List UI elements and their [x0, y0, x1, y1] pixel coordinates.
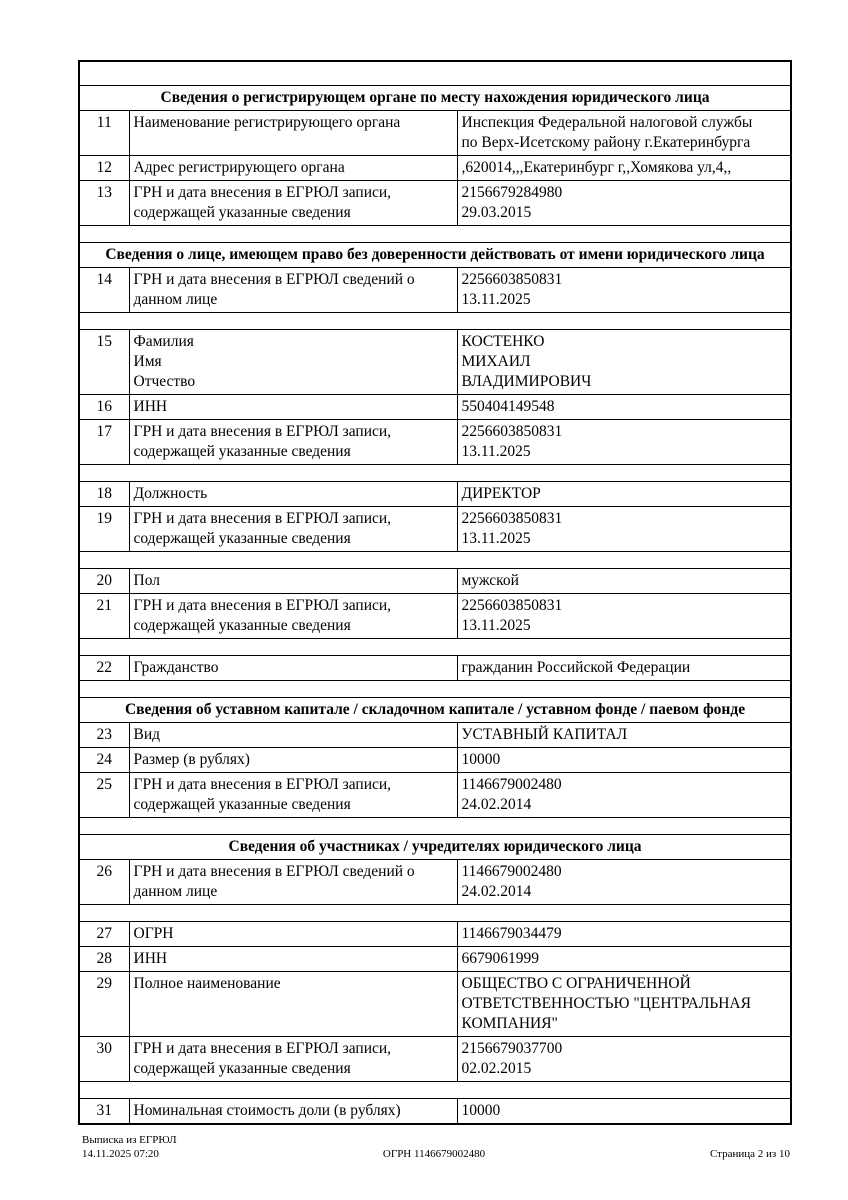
row-number: 25	[79, 772, 129, 817]
cell-line: 13.11.2025	[461, 442, 531, 460]
spacer-cell	[79, 680, 791, 697]
row-label	[129, 568, 457, 593]
table-row	[79, 267, 791, 312]
footer-timestamp: 14.11.2025 07:20	[82, 1148, 159, 1160]
spacer-row	[79, 680, 791, 697]
row-number: 21	[79, 593, 129, 638]
row-number: 23	[79, 722, 129, 747]
row-label	[129, 772, 457, 817]
section-title: Сведения о лице, имеющем право без доверенности действовать от имени юридического лица	[79, 242, 791, 267]
cell-line: ГРН и дата внесения в ЕГРЮЛ записи,	[133, 1039, 392, 1057]
cell-line: Адрес регистрирующего органа	[133, 158, 345, 176]
row-value	[457, 394, 791, 419]
row-value	[457, 506, 791, 551]
cell-line: 6679061999	[461, 949, 539, 967]
cell-line: ГРН и дата внесения в ЕГРЮЛ записи,	[133, 509, 392, 527]
cell-line: ИНН	[133, 397, 168, 415]
cell-line: 13.11.2025	[461, 529, 531, 547]
table-row	[79, 481, 791, 506]
cell-line: 24.02.2014	[461, 882, 532, 900]
row-number: 30	[79, 1036, 129, 1081]
footer-page-number: Страница 2 из 10	[709, 1148, 790, 1160]
cell-line: 2256603850831	[461, 596, 563, 614]
table-row	[79, 180, 791, 225]
cell-line: 2256603850831	[461, 422, 563, 440]
cell-line: 1146679002480	[461, 862, 562, 880]
row-label	[129, 971, 457, 1036]
section-title: Сведения об уставном капитале / складочном капитале / уставном фонде / паевом фонде	[79, 697, 791, 722]
cell-line: мужской	[461, 571, 519, 589]
cell-line: 10000	[461, 1101, 501, 1119]
cell-line: содержащей указанные сведения	[133, 442, 351, 460]
cell-line: Наименование регистрирующего органа	[133, 113, 401, 131]
cell-line: содержащей указанные сведения	[133, 1059, 351, 1077]
row-value	[457, 747, 791, 772]
spacer-cell	[79, 464, 791, 481]
spacer-row	[79, 817, 791, 834]
row-number: 17	[79, 419, 129, 464]
row-label	[129, 329, 457, 394]
cell-line: данном лице	[133, 290, 218, 308]
table-row	[79, 1036, 791, 1081]
cell-line: 2156679284980	[461, 183, 563, 201]
row-number: 16	[79, 394, 129, 419]
row-label	[129, 1098, 457, 1124]
row-value	[457, 1098, 791, 1124]
cell-line: гражданин Российской Федерации	[461, 658, 691, 676]
row-label	[129, 481, 457, 506]
row-number: 12	[79, 155, 129, 180]
cell-line: 2256603850831	[461, 509, 563, 527]
table-row	[79, 329, 791, 394]
cell-line: Имя	[133, 352, 162, 370]
row-number: 27	[79, 921, 129, 946]
cell-line: 550404149548	[461, 397, 555, 415]
cell-line: Пол	[133, 571, 160, 589]
row-value	[457, 971, 791, 1036]
row-number: 15	[79, 329, 129, 394]
cell-line: КОСТЕНКО	[461, 332, 545, 350]
row-number: 24	[79, 747, 129, 772]
row-value	[457, 180, 791, 225]
footer-ogrn: ОГРН 1146679002480	[382, 1148, 486, 1160]
row-number: 31	[79, 1098, 129, 1124]
table-row	[79, 655, 791, 680]
cell-line: ГРН и дата внесения в ЕГРЮЛ записи,	[133, 775, 392, 793]
section-title: Сведения о регистрирующем органе по месту нахождения юридического лица	[79, 85, 791, 110]
spacer-cell	[79, 1081, 791, 1098]
row-value	[457, 155, 791, 180]
row-number: 19	[79, 506, 129, 551]
row-label	[129, 155, 457, 180]
blank-row	[79, 61, 791, 85]
row-number: 28	[79, 946, 129, 971]
row-value	[457, 593, 791, 638]
row-label	[129, 506, 457, 551]
table-row	[79, 921, 791, 946]
row-label	[129, 747, 457, 772]
row-value	[457, 110, 791, 155]
row-number: 14	[79, 267, 129, 312]
section-header-row	[79, 85, 791, 110]
table-row	[79, 971, 791, 1036]
table-row	[79, 394, 791, 419]
table-row	[79, 772, 791, 817]
cell-line: содержащей указанные сведения	[133, 529, 351, 547]
spacer-cell	[79, 904, 791, 921]
row-label	[129, 110, 457, 155]
blank-cell	[79, 61, 791, 85]
row-number: 18	[79, 481, 129, 506]
spacer-cell	[79, 312, 791, 329]
row-number: 13	[79, 180, 129, 225]
section-header-row	[79, 242, 791, 267]
row-value	[457, 946, 791, 971]
cell-line: Вид	[133, 725, 161, 743]
table-row	[79, 1098, 791, 1124]
egrul-table	[78, 60, 792, 1125]
table-row	[79, 859, 791, 904]
row-number: 26	[79, 859, 129, 904]
row-number: 22	[79, 655, 129, 680]
footer-doc-type: Выписка из ЕГРЮЛ	[82, 1134, 177, 1146]
row-label	[129, 722, 457, 747]
cell-line: ОБЩЕСТВО С ОГРАНИЧЕННОЙ	[461, 974, 691, 992]
row-value	[457, 267, 791, 312]
section-header-row	[79, 834, 791, 859]
section-title: Сведения об участниках / учредителях юридического лица	[79, 834, 791, 859]
cell-line: ИНН	[133, 949, 168, 967]
cell-line: ДИРЕКТОР	[461, 484, 541, 502]
cell-line: Гражданство	[133, 658, 219, 676]
row-number: 20	[79, 568, 129, 593]
row-value	[457, 655, 791, 680]
cell-line: 02.02.2015	[461, 1059, 532, 1077]
row-value	[457, 419, 791, 464]
table-row	[79, 946, 791, 971]
cell-line: ГРН и дата внесения в ЕГРЮЛ записи,	[133, 422, 392, 440]
cell-line: Номинальная стоимость доли (в рублях)	[133, 1101, 401, 1119]
spacer-row	[79, 225, 791, 242]
cell-line: Должность	[133, 484, 208, 502]
cell-line: ГРН и дата внесения в ЕГРЮЛ записи,	[133, 183, 392, 201]
cell-line: Инспекция Федеральной налоговой службы	[461, 113, 753, 131]
cell-line: содержащей указанные сведения	[133, 616, 351, 634]
cell-line: ГРН и дата внесения в ЕГРЮЛ сведений о	[133, 270, 415, 288]
table-row	[79, 419, 791, 464]
row-label	[129, 655, 457, 680]
cell-line: ,620014,,,Екатеринбург г,,Хомякова ул,4,,	[461, 158, 732, 176]
cell-line: КОМПАНИЯ"	[461, 1014, 558, 1032]
cell-line: ОГРН	[133, 924, 174, 942]
spacer-row	[79, 312, 791, 329]
cell-line: 29.03.2015	[461, 203, 532, 221]
cell-line: содержащей указанные сведения	[133, 203, 351, 221]
cell-line: Фамилия	[133, 332, 194, 350]
row-value	[457, 329, 791, 394]
spacer-row	[79, 551, 791, 568]
row-value	[457, 921, 791, 946]
cell-line: 24.02.2014	[461, 795, 532, 813]
spacer-row	[79, 1081, 791, 1098]
cell-line: ГРН и дата внесения в ЕГРЮЛ сведений о	[133, 862, 415, 880]
cell-line: ГРН и дата внесения в ЕГРЮЛ записи,	[133, 596, 392, 614]
row-label	[129, 921, 457, 946]
cell-line: данном лице	[133, 882, 218, 900]
cell-line: 2156679037700	[461, 1039, 563, 1057]
spacer-cell	[79, 225, 791, 242]
table-row	[79, 110, 791, 155]
row-number: 11	[79, 110, 129, 155]
table-row	[79, 722, 791, 747]
row-number: 29	[79, 971, 129, 1036]
cell-line: 13.11.2025	[461, 290, 531, 308]
egrul-table-body	[79, 61, 791, 1124]
spacer-row	[79, 464, 791, 481]
cell-line: по Верх-Исетскому району г.Екатеринбурга	[461, 133, 751, 151]
cell-line: Размер (в рублях)	[133, 750, 250, 768]
table-row	[79, 568, 791, 593]
row-label	[129, 180, 457, 225]
cell-line: Полное наименование	[133, 974, 281, 992]
row-label	[129, 946, 457, 971]
cell-line: содержащей указанные сведения	[133, 795, 351, 813]
cell-line: 13.11.2025	[461, 616, 531, 634]
table-row	[79, 593, 791, 638]
cell-line: ВЛАДИМИРОВИЧ	[461, 372, 592, 390]
row-value	[457, 568, 791, 593]
row-label	[129, 593, 457, 638]
row-label	[129, 267, 457, 312]
row-value	[457, 1036, 791, 1081]
row-label	[129, 394, 457, 419]
row-value	[457, 859, 791, 904]
row-value	[457, 722, 791, 747]
row-value	[457, 772, 791, 817]
spacer-row	[79, 904, 791, 921]
cell-line: 1146679034479	[461, 924, 562, 942]
spacer-cell	[79, 551, 791, 568]
cell-line: 1146679002480	[461, 775, 562, 793]
cell-line: Отчество	[133, 372, 196, 390]
cell-line: МИХАИЛ	[461, 352, 531, 370]
cell-line: 2256603850831	[461, 270, 563, 288]
cell-line: ОТВЕТСТВЕННОСТЬЮ "ЦЕНТРАЛЬНАЯ	[461, 994, 751, 1012]
row-label	[129, 1036, 457, 1081]
spacer-cell	[79, 638, 791, 655]
row-value	[457, 481, 791, 506]
row-label	[129, 859, 457, 904]
spacer-cell	[79, 817, 791, 834]
table-row	[79, 155, 791, 180]
section-header-row	[79, 697, 791, 722]
cell-line: УСТАВНЫЙ КАПИТАЛ	[461, 725, 628, 743]
table-row	[79, 747, 791, 772]
cell-line: 10000	[461, 750, 501, 768]
row-label	[129, 419, 457, 464]
spacer-row	[79, 638, 791, 655]
table-row	[79, 506, 791, 551]
